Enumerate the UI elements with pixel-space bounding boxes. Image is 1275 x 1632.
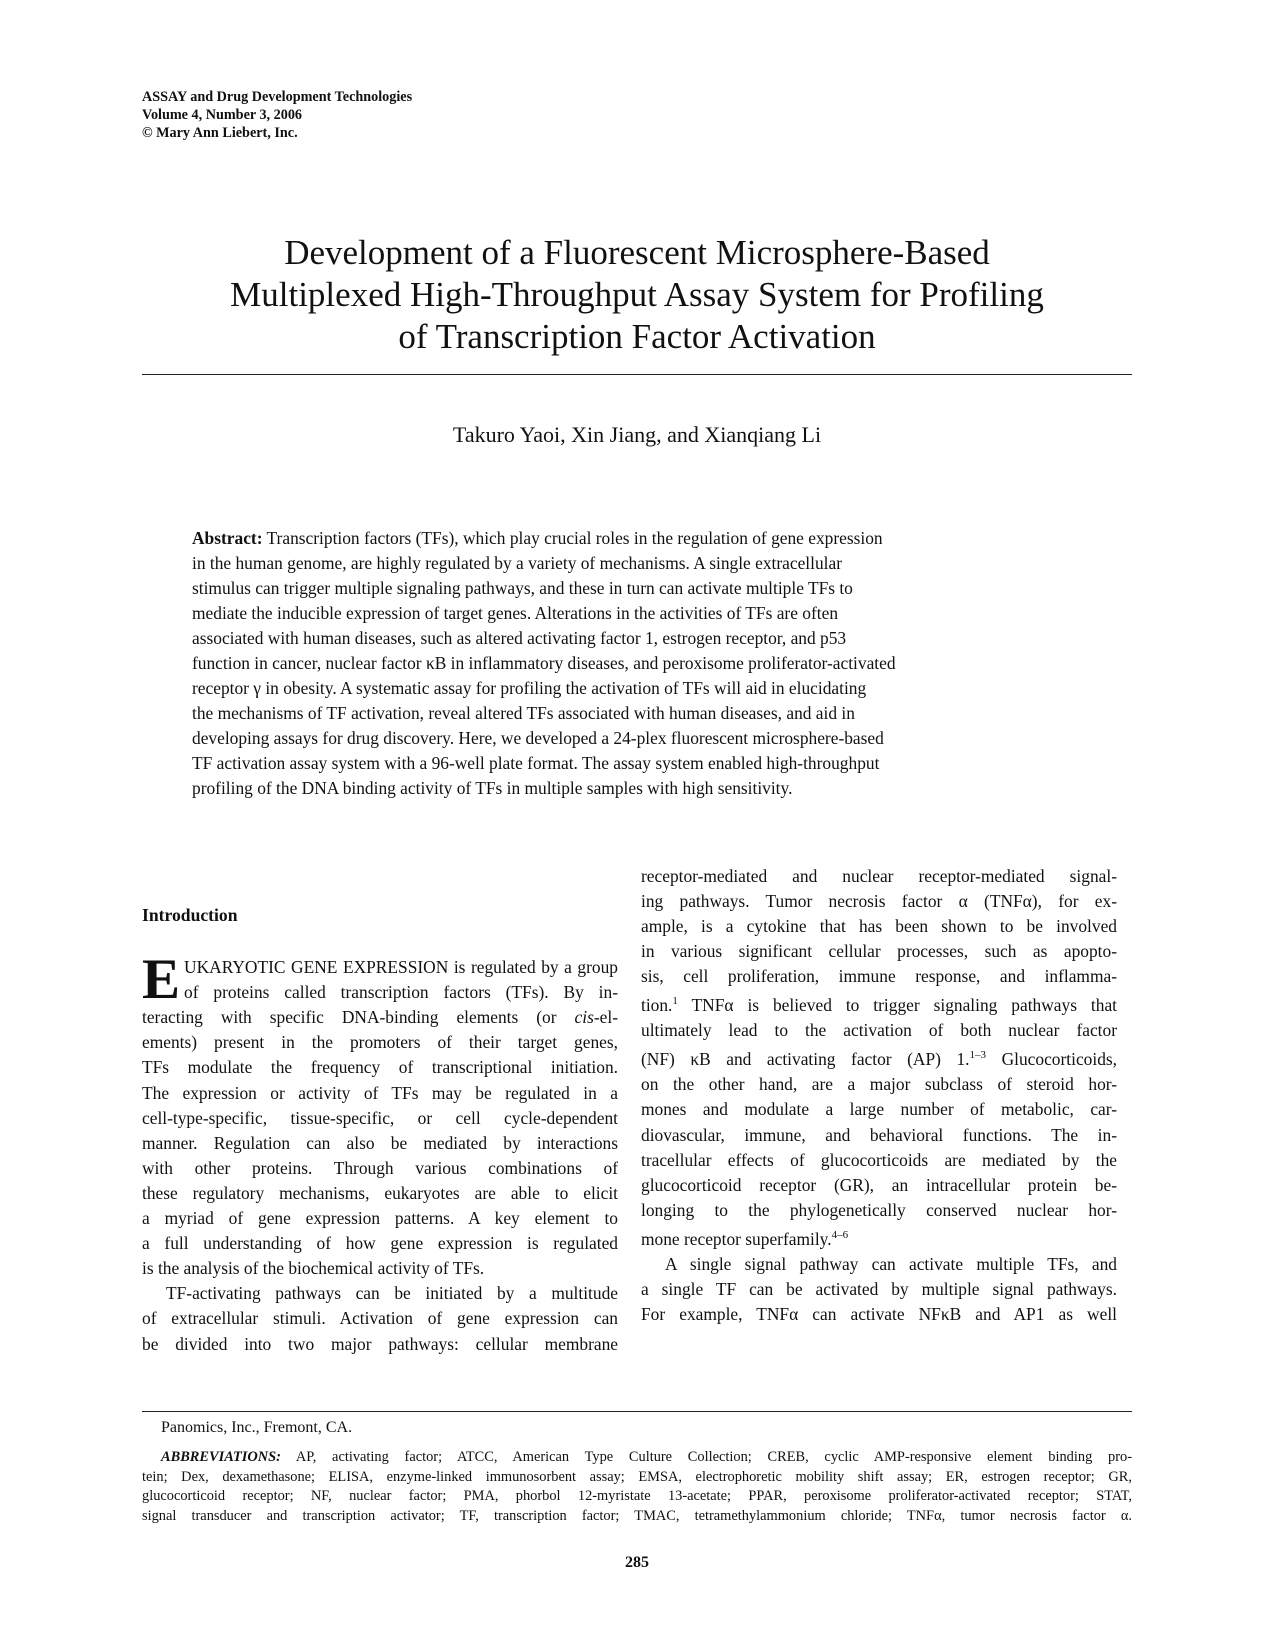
citation-superscript: 1–3 [969,1049,987,1062]
body-line: be divided into two major pathways: cellular membrane [142,1333,618,1354]
affiliation: Panomics, Inc., Fremont, CA. [161,1419,353,1436]
body-line: diovascular, immune, and behavioral functions. The in- [641,1124,1117,1145]
intro-paragraph-1: E UKARYOTIC GENE EXPRESSION is regulated by a group of proteins called transcription factors (TFs). By in- teracting with specific DNA-binding elements (or cis-el- ements) present in the promoters of their target genes, TFs modulate the frequency of transcriptional initiation. The expression or activity of TFs may be regulated in a cell-type-specific, tissue-specific, or cell cycle-dependent manner. Regulation can also be mediated by interactions with other proteins. Through various combinations of these regulatory mechanisms, eukaryotes are able to elicit a myriad of gene expression patterns. A key element to a full understanding of how gene expression is regulated is the analysis of the biochemical activity of TFs. [142,955,618,1281]
body-line: is the analysis of the biochemical activity of TFs. [142,1258,485,1279]
body-line: cell-type-specific, tissue-specific, or cell cycle-dependent [142,1107,618,1128]
body-line: manner. Regulation can also be mediated by interactions [142,1132,618,1153]
abstract-line: developing assays for drug discovery. Here, we developed a 24-plex fluorescent microsphere-based [192,728,884,748]
title-line: of Transcription Factor Activation [398,317,876,356]
body-line: of proteins called transcription factors (TFs). By in- [184,982,618,1003]
abstract-line: Transcription factors (TFs), which play crucial roles in the regulation of gene expression [262,528,883,548]
body-line: longing to the phylogenetically conserved nuclear hor- [641,1199,1117,1220]
body-line: receptor-mediated and nuclear receptor-mediated signal- [641,866,1117,886]
abstract-line: mediate the inducible expression of target genes. Alterations in the activities of TFs are often [192,603,839,623]
citation-superscript: 1 [672,995,678,1008]
body-line: A single signal pathway can activate multiple TFs, and [665,1253,1117,1274]
journal-copyright: © Mary Ann Liebert, Inc. [142,125,298,141]
journal-name: ASSAY and Drug Development Technologies [142,89,413,105]
abstract-line: TF activation assay system with a 96-well plate format. The assay system enabled high-throughput [192,753,880,773]
left-column [142,903,618,1357]
abbreviations-line: tein; Dex, dexamethasone; ELISA, enzyme-linked immunosorbent assay; EMSA, electrophoretic mobility shift assay; ER, estrogen receptor; GR, [142,1468,1132,1485]
citation-superscript: 4–6 [831,1228,849,1241]
body-line: ing pathways. Tumor necrosis factor α (TNFα), for ex- [641,891,1117,912]
abstract-line: in the human genome, are highly regulated by a variety of mechanisms. A single extracellular [192,553,843,573]
abbreviations-label: ABBREVIATIONS: [161,1449,281,1465]
body-line: in various significant cellular processes, such as apopto- [641,941,1117,962]
body-line: a myriad of gene expression patterns. A key element to [142,1208,618,1229]
abstract-line: stimulus can trigger multiple signaling pathways, and these in turn can activate multiple TFs to [192,578,853,598]
page-number: 285 [625,1554,649,1571]
article-title [142,232,1132,358]
body-line: of extracellular stimuli. Activation of gene expression can [142,1308,618,1329]
abstract-line: profiling of the DNA binding activity of TFs in multiple samples with high sensitivity. [192,778,793,798]
abbreviations-line: signal transducer and transcription activator; TF, transcription factor; TMAC, tetramethylammonium chloride; TNFα, tumor necrosis factor α. [142,1507,1132,1524]
abstract-line: the mechanisms of TF activation, reveal altered TFs associated with human diseases, and aid in [192,703,855,723]
drop-cap: E [142,948,181,1012]
body-line: glucocorticoid receptor (GR), an intracellular protein be- [641,1174,1117,1195]
body-line: The expression or activity of TFs may be regulated in a [142,1082,618,1103]
body-line: tracellular effects of glucocorticoids are mediated by the [641,1149,1117,1170]
body-line: For example, TNFα can activate NFκB and AP1 as well [641,1303,1117,1324]
body-line: a full understanding of how gene expression is regulated [142,1233,618,1254]
journal-volume: Volume 4, Number 3, 2006 [142,107,303,123]
body-line: ultimately lead to the activation of both nuclear factor [641,1020,1117,1041]
footnote-divider [142,1411,1132,1412]
right-column: receptor-mediated and nuclear receptor-mediated signal- ing pathways. Tumor necrosis factor α (TNFα), for ex- ample, is a cytokine that has been shown to be involved in various significant cellular processes, such as apopto- sis, cell proliferation, immune response, and inflamma- tion.$^1$ TNFα is believed to trigger signaling pathways that ultimately lead to the activation of both nuclear factor (NF) κB and activating factor (AP) 1.$^{1-3}$ Glucocorticoids, on the other hand, are a major subclass of steroid hor- mones and modulate a large number of metabolic, car- diovascular, immune, and behavioral functions. The in- tracellular effects of glucocorticoids are mediated by the glucocorticoid receptor (GR), an intracellular protein be- longing to the phylogenetically conserved nuclear hor- mone receptor superfamily.$^{4-6}$ A single signal pathway can activate multiple TFs, and a single TF can be activated by multiple signal pathways. For example, TNFα can activate NFκB and AP1 as well [641,864,1117,1327]
abstract-line: receptor γ in obesity. A systematic assay for profiling the activation of TFs will aid in elucidating [192,678,867,698]
body-line: mones and modulate a large number of metabolic, car- [641,1099,1117,1120]
abstract-line: function in cancer, nuclear factor κB in inflammatory diseases, and peroxisome proliferator-activated [192,653,896,673]
body-line: with other proteins. Through various combinations of [142,1157,618,1178]
abbreviations-line: glucocorticoid receptor; NF, nuclear factor; PMA, phorbol 12-myristate 13-acetate; PPAR, peroxisome proliferator-activated receptor; STAT, [142,1488,1132,1505]
body-line: these regulatory mechanisms, eukaryotes are able to elicit [142,1182,618,1203]
journal-header [142,88,412,142]
body-line: sis, cell proliferation, immune response, and inflamma- [641,966,1117,987]
title-line: Development of a Fluorescent Microsphere-Based [284,233,990,272]
body-line: ample, is a cytokine that has been shown to be involved [641,916,1117,937]
body-line: ements) present in the promoters of their target genes, [142,1032,618,1053]
abstract [192,526,1072,801]
title-divider [142,374,1132,375]
abstract-line: associated with human diseases, such as altered activating factor 1, estrogen receptor, and p53 [192,628,847,648]
body-line: a single TF can be activated by multiple signal pathways. [641,1278,1117,1299]
body-line: on the other hand, are a major subclass of steroid hor- [641,1074,1117,1095]
body-line: TF-activating pathways can be initiated by a multitude [166,1283,618,1304]
title-line: Multiplexed High-Throughput Assay System for Profiling [230,275,1044,314]
abstract-label: Abstract: [192,528,263,548]
abbreviations: ABBREVIATIONS: AP, activating factor; ATCC, American Type Culture Collection; CREB, cyclic AMP-responsive element binding pro- tein; Dex, dexamethasone; ELISA, enzyme-linked immunosorbent assay; EMSA, electrophoretic mobility shift assay; ER, estrogen receptor; GR, glucocorticoid receptor; NF, nuclear factor; PMA, phorbol 12-myristate 13-acetate; PPAR, peroxisome proliferator-activated receptor; STAT, signal transducer and transcription activator; TF, transcription factor; TMAC, tetramethylammonium chloride; TNFα, tumor necrosis factor α. [142,1448,1132,1526]
small-caps-lead: UKARYOTIC GENE EXPRESSION [184,957,449,978]
intro-paragraph-2 [142,1281,618,1356]
author-list: Takuro Yaoi, Xin Jiang, and Xianqiang Li [452,422,822,447]
section-heading-introduction: Introduction [142,905,238,925]
body-line: TFs modulate the frequency of transcriptional initiation. [142,1057,618,1078]
